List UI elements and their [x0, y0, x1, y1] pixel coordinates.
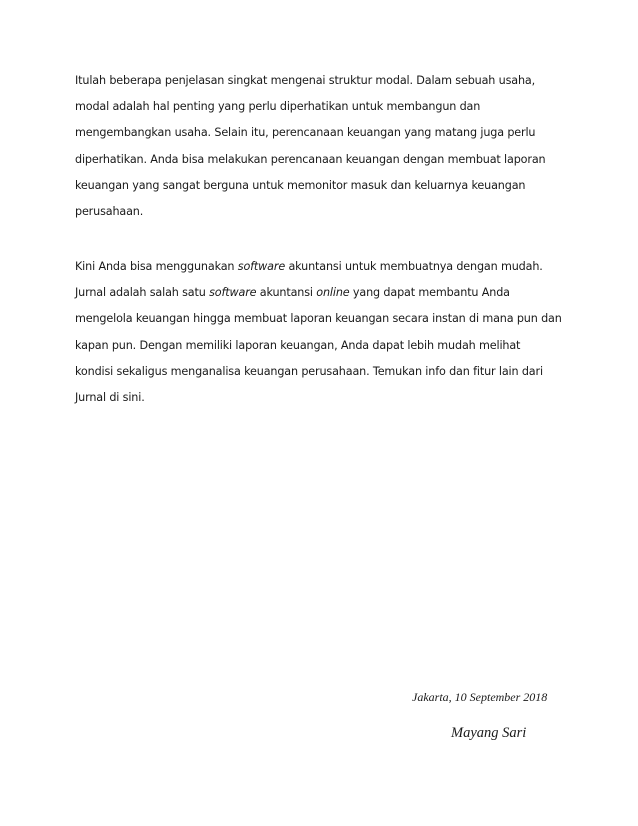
paragraph-2-line-1-italic-software: software [237, 260, 286, 273]
paragraph-2-line-1-text-b: akuntansi untuk membuatnya dengan mudah. [285, 260, 543, 273]
paragraph-2-line-2-text-b: akuntansi [256, 286, 317, 300]
paragraph-1-line-5: keuangan yang sangat berguna untuk memonitor masuk dan keluarnya keuangan [75, 178, 526, 192]
paragraph-2-line-2-text-a: Jurnal adalah salah satu [75, 286, 210, 300]
paragraph-1-line-1: Itulah beberapa penjelasan singkat mengenai struktur modal. Dalam sebuah usaha, [75, 74, 536, 87]
paragraph-2-line-1-text-a: Kini Anda bisa menggunakan [75, 260, 238, 273]
paragraph-structure-capital [75, 68, 575, 225]
paragraph-2 [75, 254, 575, 411]
paragraph-1-line-6: perusahaan. [75, 205, 144, 219]
paragraph-2-line-4: kapan pun. Dengan memiliki laporan keuangan, Anda dapat lebih mudah melihat [75, 338, 521, 352]
paragraph-2-line-2-italic-online: online [316, 286, 350, 300]
paragraph-2-line-2-italic-software: software [209, 286, 257, 300]
paragraph-2-line-3: mengelola keuangan hingga membuat laporan keuangan secara instan di mana pun dan [75, 312, 562, 326]
paragraph-2-line-2 [75, 280, 575, 306]
paragraph-1 [75, 68, 575, 225]
paragraph-1-line-3: mengembangkan usaha. Selain itu, perencanaan keuangan yang matang juga perlu [75, 126, 536, 140]
paragraph-1-line-2: modal adalah hal penting yang perlu diperhatikan untuk membangun dan [75, 100, 481, 114]
paragraph-2-line-1 [75, 254, 575, 280]
paragraph-2-line-2-text-c: yang dapat membantu Anda [349, 286, 510, 300]
signature-place-date: Jakarta, 10 September 2018 [412, 690, 548, 704]
signature-name: Mayang Sari [451, 725, 527, 741]
paragraph-software-promo [75, 254, 575, 411]
paragraph-2-line-6: Jurnal di sini. [75, 391, 145, 405]
paragraph-2-line-5: kondisi sekaligus menganalisa keuangan perusahaan. Temukan info dan fitur lain dari [75, 364, 543, 378]
paragraph-1-line-4: diperhatikan. Anda bisa melakukan perencanaan keuangan dengan membuat laporan [75, 152, 546, 166]
